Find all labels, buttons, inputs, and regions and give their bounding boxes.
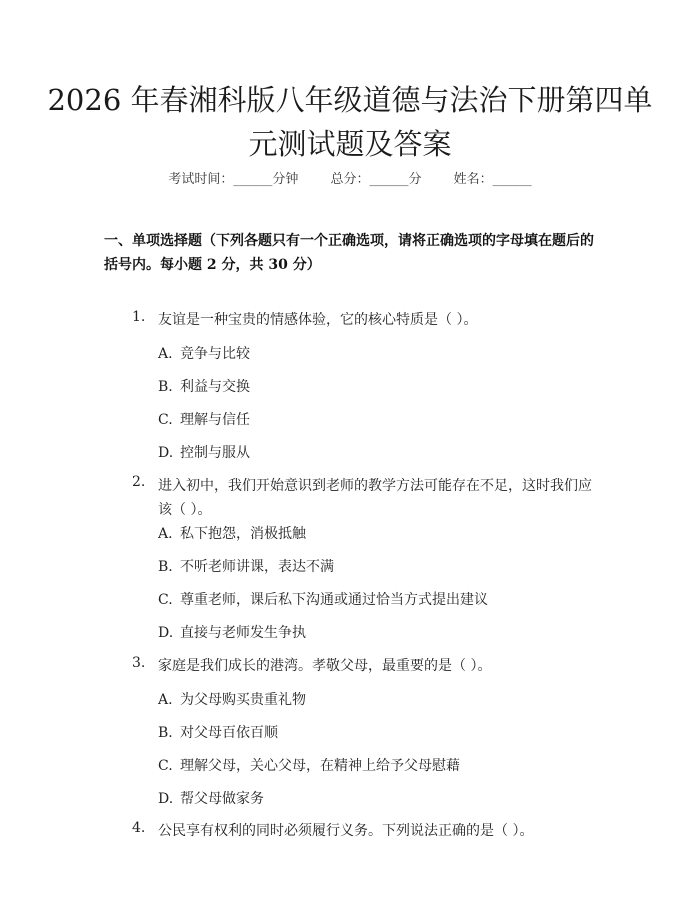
option-text: 利益与交换 [180,379,250,395]
option-letter: D. [158,445,174,461]
option-text: 尊重老师，课后私下沟通或通过恰当方式提出建议 [180,592,488,608]
option-text: 帮父母做家务 [180,791,264,807]
option [158,689,306,709]
option [158,556,334,576]
option-letter: C. [158,412,173,428]
option-text: 控制与服从 [180,445,250,461]
option [158,409,250,429]
question-text: 公民享有权利的同时必须履行义务。下列说法正确的是（ ）。 [158,823,534,839]
option-letter: C. [158,758,173,774]
option-letter: A. [158,526,173,542]
option-text: 私下抱怨，消极抵触 [180,526,306,542]
question-number: 3. [132,655,146,671]
total-score: 总分：______分 [330,172,422,187]
question-text: 进入初中，我们开始意识到老师的教学方法可能存在不足，这时我们应该（ ）。 [158,478,592,518]
option-text: 不听老师讲课，表达不满 [180,559,334,575]
option [158,442,250,462]
option [158,755,460,775]
question-number: 1. [132,309,146,325]
student-name: 姓名：______ [453,172,532,187]
question [132,474,612,524]
option-letter: B. [158,379,173,395]
option-letter: A. [158,692,173,708]
exam-time: 考试时间：______分钟 [168,172,299,187]
option [158,343,250,363]
option-letter: D. [158,625,174,641]
option [158,788,264,808]
option [158,523,306,543]
option-text: 对父母百依百顺 [180,725,278,741]
option-letter: B. [158,725,173,741]
section-heading: 一、单项选择题（下列各题只有一个正确选项，请将正确选项的字母填在题后的括号内。每小题 2 分，共 30 分） [104,233,594,273]
question-number: 2. [132,474,146,490]
option [158,589,488,609]
question-text: 友谊是一种宝贵的情感体验，它的核心特质是（ ）。 [158,312,478,328]
option-letter: B. [158,559,173,575]
option-text: 为父母购买贵重礼物 [180,692,306,708]
option-text: 直接与老师发生争执 [180,625,306,641]
option [158,622,306,642]
option-letter: D. [158,791,174,807]
exam-title: 2026 年春湘科版八年级道德与法治下册第四单元测试题及答案 [47,83,653,161]
option-letter: C. [158,592,173,608]
option [158,722,278,742]
question-text: 家庭是我们成长的港湾。孝敬父母，最重要的是（ ）。 [158,658,492,674]
option-letter: A. [158,346,173,362]
question-number: 4. [132,820,146,836]
option [158,376,250,396]
option-text: 理解与信任 [180,412,250,428]
option-text: 竞争与比较 [180,346,250,362]
exam-meta [0,168,700,187]
option-text: 理解父母，关心父母，在精神上给予父母慰藉 [180,758,460,774]
